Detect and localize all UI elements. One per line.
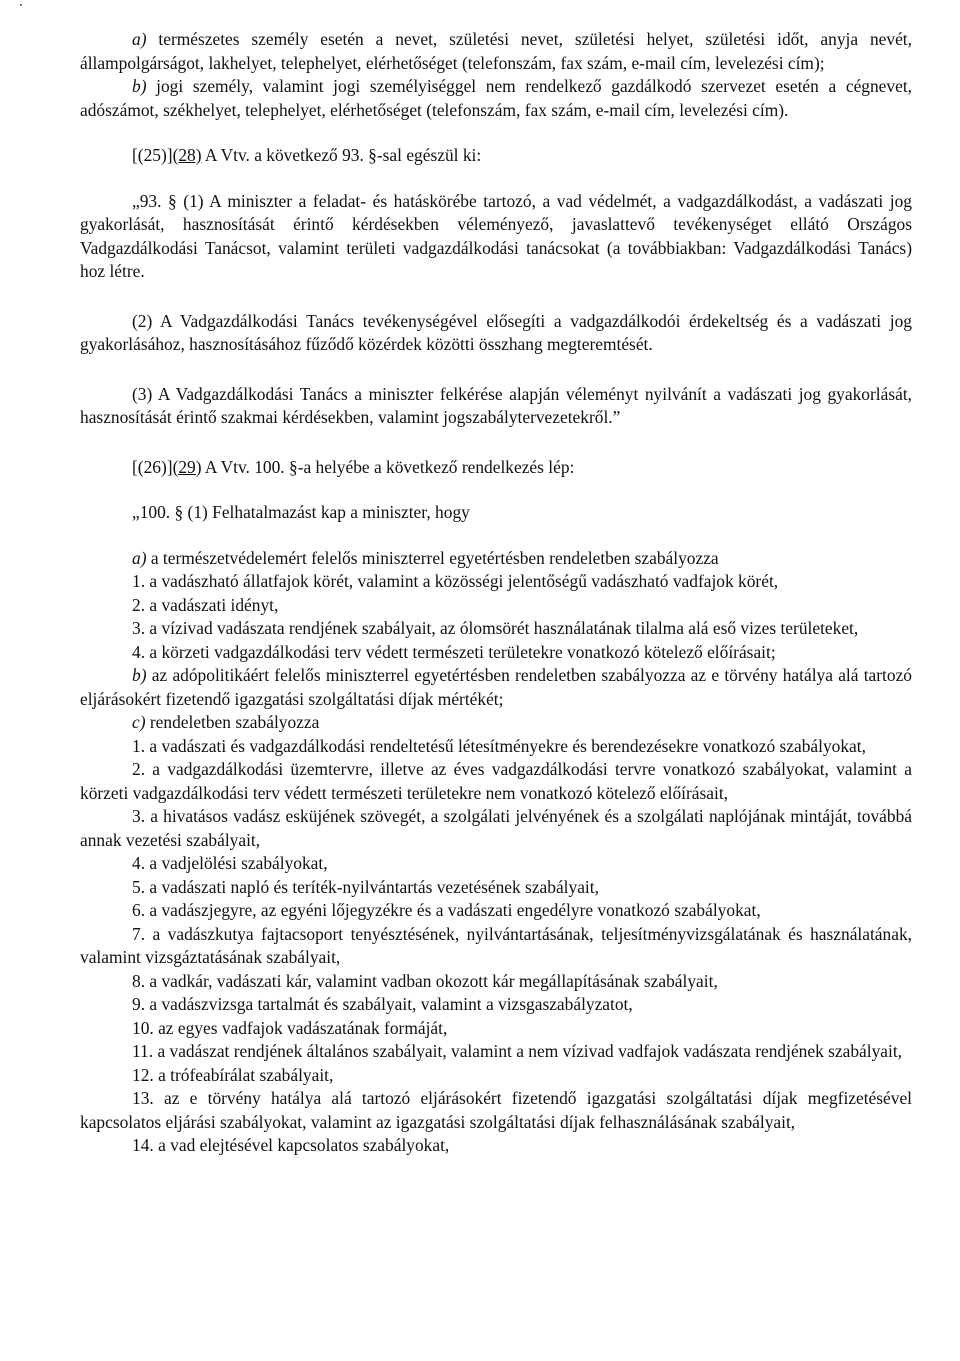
list-item: 6. a vadászjegyre, az egyéni lőjegyzékre és a vadászati engedélyre vonatkozó szabályokat, [132, 900, 761, 920]
point-b [80, 664, 912, 711]
paragraph-text: a természetvédelemért felelős miniszterrel egyetértésben rendeletben szabályozza [146, 547, 719, 568]
list-item: 10. az egyes vadfajok vadászatának formáját, [132, 1017, 448, 1038]
deleted-number: [(26)] [132, 456, 173, 477]
list-item: 4. a vadjelölési szabályokat, [132, 853, 328, 873]
list-item: 4. a körzeti vadgazdálkodási terv védett természeti területekre vonatkozó kötelező előírásait; [132, 641, 776, 662]
paragraph-text: az adópolitikáért felelős miniszterrel egyetértésben rendeletben szabályozza az e törvény hatálya alá tartozó eljárásokért fizetendő igazgatási szolgáltatási díjak mértékét; [80, 665, 912, 709]
section-93-3: (3) A Vadgazdálkodási Tanács a miniszter felkérése alapján véleményt nyilvánít a vadászati jog gyakorlását, hasznosítását érintő szakmai kérdésekben, valamint jogszabálytervezetekről.” [80, 383, 912, 427]
list-marker: b) [132, 665, 147, 685]
point-c [80, 711, 912, 735]
list-item: 1. a vadászati és vadgazdálkodási rendeltetésű létesítményekre és berendezésekre vonatkozó szabályokat, [132, 735, 866, 756]
paragraph-b [80, 75, 912, 122]
section-93-1: „93. § (1) A miniszter a feladat- és hatáskörébe tartozó, a vad védelmét, a vadgazdálkodást, a vadászati jog gyakorlását, hasznosítását érintő kérdésekben véleményező, javaslattevő tevékenységet ellátó Országos Vadgazdálkodási Tanácsot, valamint területi vadgazdálkodási tanácsokat (a továbbiakban: Vadgazdálkodási Tanács) hoz létre. [80, 190, 912, 281]
paragraph-a [80, 28, 912, 75]
list-item: 12. a trófeabírálat szabályait, [132, 1064, 334, 1085]
list-item: 2. a vadgazdálkodási üzemtervre, illetve az éves vadgazdálkodási tervre vonatkozó szabályokat, valamint a körzeti vadgazdálkodási terv védett természeti területekre nem vonatkozó kötelező előírásait, [80, 759, 912, 803]
list-marker: c) [132, 712, 146, 732]
list-item: 7. a vadászkutya fajtacsoport tenyésztésének, nyilvántartásának, teljesítményvizsgálatának és használatának, valamint vizsgáztatásának szabályait, [80, 923, 912, 967]
document-page [80, 28, 912, 1158]
list-item: 1. a vadászható állatfajok körét, valamint a közösségi jelentőségű vadászható vadfajok körét, [132, 571, 779, 591]
list-item: 5. a vadászati napló és teríték-nyilvántartás vezetésének szabályait, [132, 876, 599, 897]
inserted-number: (28) [172, 145, 202, 165]
list-item: 8. a vadkár, vadászati kár, valamint vadban okozott kár megállapításának szabályait, [132, 970, 718, 991]
point-a [80, 547, 912, 571]
deleted-number: [(25)] [132, 145, 173, 165]
list-item: 3. a hivatásos vadász esküjének szövegét, a szolgálati jelvényének és a szolgálati naplójának mintáját, továbbá annak vezetési szabályait, [80, 806, 912, 850]
section-93-2: (2) A Vadgazdálkodási Tanács tevékenységével elősegíti a vadgazdálkodói érdekeltség és a vadászati jog gyakorlásához, hasznosításához fűződő közérdek közötti összhang megteremtését. [80, 310, 912, 354]
inserted-number: (29) [172, 456, 202, 477]
paragraph-text: rendeletben szabályozza [145, 712, 320, 732]
paragraph-text: A Vtv. a következő 93. §-sal egészül ki: [201, 145, 482, 165]
list-marker: b) [132, 76, 147, 96]
list-item: 13. az e törvény hatálya alá tartozó eljárásokért fizetendő igazgatási szolgáltatási díjak megfizetésével kapcsolatos eljárási szabályokat, valamint az igazgatási szolgáltatási díjak felhasználásának szabályait, [80, 1088, 912, 1132]
scan-speck [20, 4, 22, 6]
paragraph-text: természetes személy esetén a nevet, születési nevet, születési helyet, születési időt, anyja nevét, állampolgárságot, lakhelyet, telephelyet, elérhetőséget (telefonszám, fax szám, e-mail cím, levelezési cím); [80, 29, 912, 73]
paragraph-text: A Vtv. 100. §-a helyébe a következő rendelkezés lép: [201, 456, 575, 477]
list-marker: a) [132, 29, 147, 49]
list-item: 2. a vadászati idényt, [132, 594, 279, 615]
list-marker: a) [132, 547, 147, 568]
paragraph-text: jogi személy, valamint jogi személyiséggel nem rendelkező gazdálkodó szervezet esetén a cégnevet, adószámot, székhelyet, telephelyet, elérhetőséget (telefonszám, fax szám, e-mail cím, levelezési cím). [80, 76, 912, 120]
list-item: 11. a vadászat rendjének általános szabályait, valamint a nem vízivad vadfajok vadászata rendjének szabályait, [132, 1041, 903, 1061]
amendment-28 [80, 144, 912, 168]
section-100-1: „100. § (1) Felhatalmazást kap a miniszter, hogy [132, 502, 470, 522]
list-item: 3. a vízivad vadászata rendjének szabályait, az ólomsörét használatának tilalma alá eső vizes területeket, [132, 618, 859, 638]
amendment-29 [80, 456, 912, 480]
list-item: 14. a vad elejtésével kapcsolatos szabályokat, [132, 1135, 450, 1155]
list-item: 9. a vadászvizsga tartalmát és szabályait, valamint a vizsgaszabályzatot, [132, 994, 633, 1014]
